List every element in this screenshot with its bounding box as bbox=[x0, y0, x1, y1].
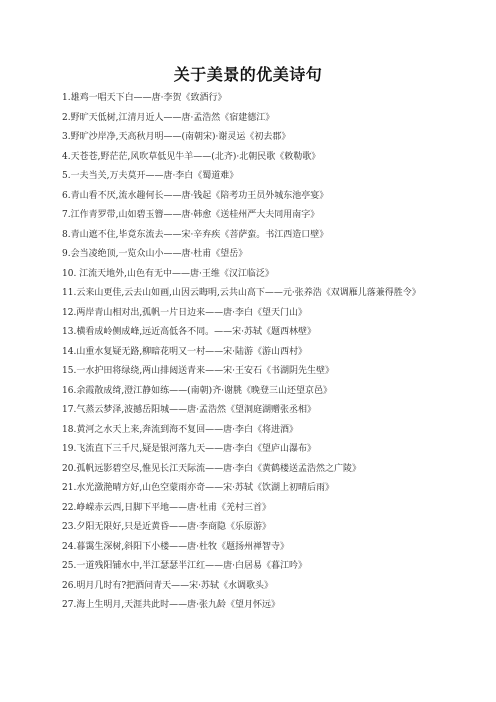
poem-line: 12.两岸青山相对出,孤帆一片日边来——唐·李白《望天门山》 bbox=[62, 307, 308, 318]
poem-line: 26.明月几时有?把酒问青天——宋·苏轼《水调歌头》 bbox=[62, 580, 274, 591]
poem-line: 2.野旷天低树,江清月近人——唐·孟浩然《宿建德江》 bbox=[62, 112, 275, 123]
poem-line: 1.雄鸡一唱天下白——唐·李贺《致酒行》 bbox=[62, 93, 227, 103]
poem-line: 22.峥嵘赤云西,日脚下平地——唐·杜甫《羌村三首》 bbox=[62, 502, 272, 513]
poem-line: 23.夕阳无限好,只是近黄昏——唐·李商隐《乐原游》 bbox=[62, 522, 272, 532]
poem-line: 14.山重水复疑无路,柳暗花明又一村——宋·陆游《游山西村》 bbox=[62, 346, 308, 357]
poem-line: 5.一夫当关,万夫莫开——唐·李白《蜀道难》 bbox=[62, 171, 239, 181]
document-title: 关于美景的优美诗句 bbox=[173, 65, 323, 84]
poem-line: 7.江作青罗带,山如碧玉簪——唐·韩愈《送桂州严大夫同用南字》 bbox=[62, 210, 320, 220]
poem-line: 13.横看成岭侧成峰,远近高低各不同。——宋·苏轼《题西林壁》 bbox=[62, 327, 317, 337]
poem-line: 16.余霞散成绮,澄江静如练——(南朝)齐·谢朓《晚登三山还望京邑》 bbox=[62, 385, 333, 396]
poem-line: 21.水光潋滟晴方好,山色空蒙雨亦奇——宋·苏轼《饮湖上初晴后雨》 bbox=[62, 483, 335, 493]
poem-line: 6.青山看不厌,流水趣何长——唐·钱起《陪考功王员外城东池亭宴》 bbox=[62, 190, 329, 201]
poem-line: 25.一道残阳铺水中,半江瑟瑟半江红——唐·白居易《暮江吟》 bbox=[62, 561, 308, 571]
poem-line: 20.孤帆远影碧空尽,惟见长江天际流——唐·李白《黄鹤楼送孟浩然之广陵》 bbox=[62, 463, 362, 474]
poem-list bbox=[62, 89, 442, 616]
poem-line: 3.野旷沙岸净,天高秋月明——(南朝宋)·谢灵运《初去郡》 bbox=[62, 132, 291, 142]
poem-line: 18.黄河之水天上来,奔流到海不复回——唐·李白《将进酒》 bbox=[62, 424, 299, 435]
poem-line: 15.一水护田将绿绕,两山排闼送青来——宋·王安石《书湖阴先生壁》 bbox=[62, 366, 335, 376]
poem-line: 9.会当凌绝顶,一览众山小——唐·杜甫《望岳》 bbox=[62, 249, 248, 259]
poem-line: 27.海上生明月,天涯共此时——唐·张九龄《望月怀远》 bbox=[62, 600, 281, 610]
poem-line: 10. 江流天地外,山色有无中——唐·王维《汉江临泛》 bbox=[62, 268, 274, 279]
poem-line: 11.云来山更佳,云去山如画,山因云晦明,云共山高下——元·张养浩《双调雁儿落兼得胜令》 bbox=[62, 288, 421, 298]
poem-line: 8.青山遮不住,毕竟东流去——宋·辛弃疾《菩萨蛮。书江西造口壁》 bbox=[62, 229, 329, 240]
poem-line: 17.气蒸云梦泽,波撼岳阳城——唐·孟浩然《望洞庭湖赠张丞相》 bbox=[62, 405, 317, 415]
poem-line: 24.暮霭生深树,斜阳下小楼——唐·杜牧《题扬州禅智寺》 bbox=[62, 541, 290, 552]
poem-line: 4.天苍苍,野茫茫,风吹草低见牛羊——(北齐)·北朝民歌《敕勒歌》 bbox=[62, 151, 321, 162]
poem-line: 19.飞流直下三千尺,疑是银河落九天——唐·李白《望庐山瀑布》 bbox=[62, 444, 317, 454]
